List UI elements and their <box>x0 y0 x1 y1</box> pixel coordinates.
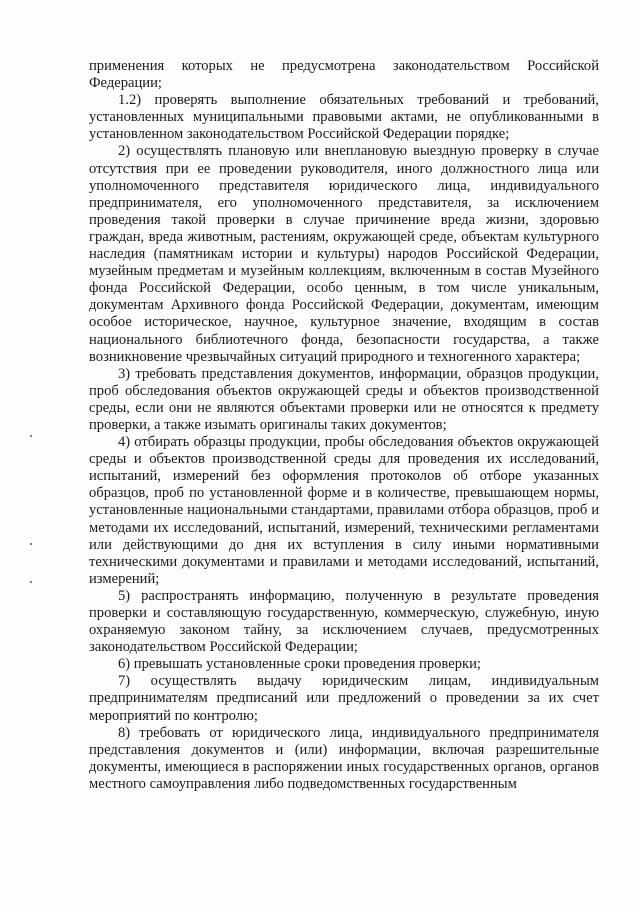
paragraph-item-6: 6) превышать установленные сроки проведения проверки; <box>118 656 481 673</box>
paragraph-item-2: 2) осуществлять плановую или внеплановую выездную проверку в случае отсутствия при ее проведении руководителя, иного должностного лица или уполномоченного представителя юридического лица, индивидуального предпринимателя, его уполномоченного представителя, за исключением проведения такой проверки в случае причинение вреда жизни, здоровью граждан, вреда животным, растениям, окружающей среде, объектам культурного наследия (памятникам истории и культуры) народов Российской Федерации, музейным предметам и музейным коллекциям, включенным в состав Музейного фонда Российской Федерации, особо ценным, в том числе уникальным, документам Архивного фонда Российской Федерации, документам, имеющим особое историческое, научное, культурное значение, входящим в состав национального библиотечного фонда, безопасности государства, а также возникновение чрезвычайных ситуаций природного и техногенного характера; <box>89 143 599 365</box>
paragraph-item-1-2: 1.2) проверять выполнение обязательных требований и требований, установленных муниципальными правовыми актами, не опубликованными в установленном законодательством Российской Федерации порядке; <box>89 92 599 143</box>
paragraph-item-3: 3) требовать представления документов, информации, образцов продукции, проб обследования объектов окружающей среды и объектов производственной среды, если они не являются объектами проверки или не относятся к предмету проверки, а также изымать оригиналы таких документов; <box>89 365 599 433</box>
scan-speck <box>30 543 32 545</box>
paragraph-continuation: применения которых не предусмотрена законодательством Российской Федерации; <box>89 58 599 92</box>
scan-speck <box>30 435 32 437</box>
paragraph-item-4: 4) отбирать образцы продукции, пробы обследования объектов окружающей среды и объектов производственной среды для проведения их исследований, испытаний, измерений без оформления протоколов об отборе указанных образцов, проб по установленной форме и в количестве, превышающем нормы, установленные национальными стандартами, правилами отбора образцов, проб и методами их исследований, испытаний, измерений, техническими регламентами или действующими до дня их вступления в силу иными нормативными техническими документами и правилами и методами исследований, испытаний, измерений; <box>89 434 599 587</box>
paragraph-item-7: 7) осуществлять выдачу юридическим лицам, индивидуальным предпринимателям предписаний или предложений о проведении за их счет мероприятий по контролю; <box>89 673 599 724</box>
paragraph-item-5: 5) распространять информацию, полученную в результате проведения проверки и составляющую государственную, коммерческую, служебную, иную охраняемую законом тайну, за исключением случаев, предусмотренных законодательством Российской Федерации; <box>89 587 599 656</box>
scan-speck <box>30 581 32 583</box>
document-body <box>89 58 599 793</box>
paragraph-item-8: 8) требовать от юридического лица, индивидуального предпринимателя представления документов и (или) информации, включая разрешительные документы, имеющиеся в распоряжении иных государственных органов, органов местного самоуправления либо подведомственных государственным <box>89 724 599 792</box>
